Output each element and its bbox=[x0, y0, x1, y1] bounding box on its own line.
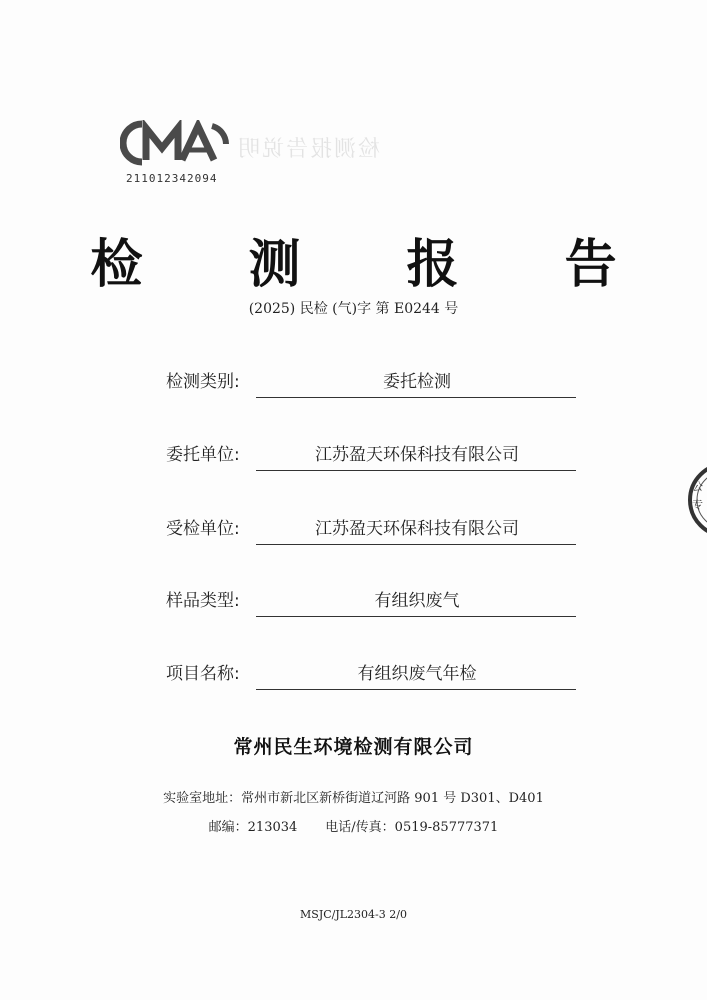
svg-text:专: 专 bbox=[692, 498, 703, 511]
field-underline bbox=[256, 470, 576, 471]
field-value: 江苏盈天环保科技有限公司 bbox=[315, 445, 519, 465]
cma-logo-icon bbox=[120, 120, 230, 166]
report-title: 检 测 报 告 bbox=[90, 234, 661, 295]
field-inspected-unit bbox=[166, 513, 576, 545]
contact-info bbox=[0, 816, 707, 835]
document-code: MSJC/JL2304-3 2/0 bbox=[300, 908, 407, 921]
phone-fax: 电话/传真：0519-85777371 bbox=[325, 820, 499, 835]
field-label: 委托单位: bbox=[166, 445, 240, 465]
field-label: 受检单位: bbox=[166, 519, 240, 539]
field-test-category bbox=[166, 366, 576, 398]
field-underline bbox=[256, 616, 576, 617]
partial-seal-icon bbox=[684, 456, 707, 546]
field-label: 样品类型: bbox=[166, 591, 240, 611]
svg-text:公: 公 bbox=[692, 480, 703, 493]
cma-certificate-number: 211012342094 bbox=[126, 172, 218, 185]
report-number: (2025) 民检 (气)字 第 E0244 号 bbox=[248, 301, 459, 317]
field-label: 检测类别: bbox=[166, 372, 240, 392]
field-underline bbox=[256, 544, 576, 545]
field-label: 项目名称: bbox=[166, 664, 240, 684]
field-client-unit bbox=[166, 439, 576, 471]
field-value: 有组织废气 bbox=[374, 591, 460, 611]
company-name: 常州民生环境检测有限公司 bbox=[233, 736, 474, 758]
field-value: 委托检测 bbox=[383, 372, 451, 392]
bleed-through-text: 检测报告说明 bbox=[236, 137, 381, 162]
field-underline bbox=[256, 397, 576, 398]
lab-address: 实验室地址：常州市新北区新桥街道辽河路 901 号 D301、D401 bbox=[163, 791, 544, 806]
field-sample-type bbox=[166, 585, 576, 617]
postcode: 邮编：213034 bbox=[208, 820, 298, 835]
field-value: 江苏盈天环保科技有限公司 bbox=[315, 519, 519, 539]
field-project-name bbox=[166, 658, 576, 690]
field-underline bbox=[256, 689, 576, 690]
field-value: 有组织废气年检 bbox=[357, 664, 477, 684]
